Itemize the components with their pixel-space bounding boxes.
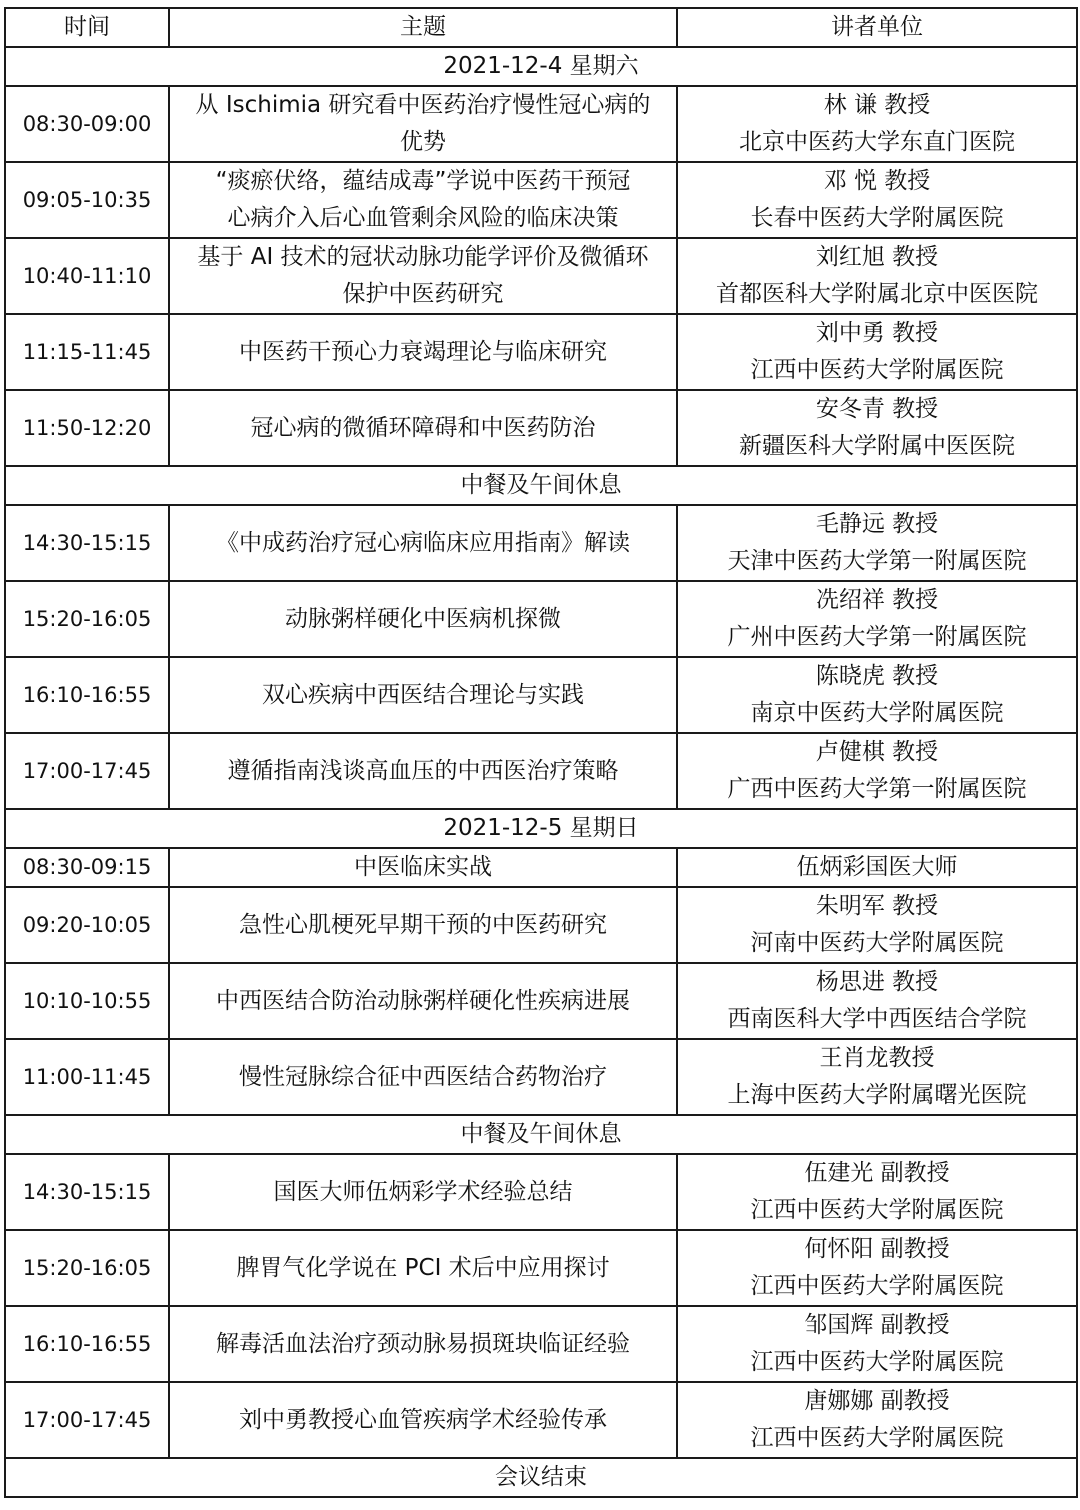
speaker-affiliation: 天津中医药大学第一附属医院 — [727, 548, 1027, 574]
session-speaker-cell — [677, 1039, 1077, 1115]
session-topic: 中医临床实战 — [169, 848, 677, 887]
session-time: 08:30-09:15 — [5, 848, 169, 887]
speaker-affiliation: 广西中医药大学第一附属医院 — [727, 776, 1027, 802]
session-time: 15:20-16:05 — [5, 581, 169, 657]
session-topic-line: 冠心病的微循环障碍和中医药防治 — [250, 414, 596, 441]
speaker-name: 何怀阳 副教授 — [804, 1236, 950, 1262]
session-time: 08:30-09:00 — [5, 86, 169, 162]
closing-banner: 会议结束 — [5, 1458, 1077, 1497]
session-topic-line: 双心疾病中西医结合理论与实践 — [262, 681, 584, 708]
speaker-affiliation: 长春中医药大学附属医院 — [750, 205, 1004, 231]
speaker-name: 刘红旭 教授 — [815, 244, 939, 270]
session-time: 09:20-10:05 — [5, 887, 169, 963]
session-speaker-cell — [677, 505, 1077, 581]
session-time: 14:30-15:15 — [5, 505, 169, 581]
speaker-affiliation: 新疆医科大学附属中医医院 — [739, 433, 1015, 459]
speaker-name: 邹国辉 副教授 — [804, 1312, 950, 1338]
session-time: 16:10-16:55 — [5, 657, 169, 733]
session-time: 11:15-11:45 — [5, 314, 169, 390]
session-row — [5, 162, 1077, 238]
speaker-name: 杨思进 教授 — [815, 969, 939, 995]
session-row — [5, 887, 1077, 963]
session-topic-line: 慢性冠脉综合征中西医结合药物治疗 — [239, 1063, 607, 1090]
lunch-break-day1: 中餐及午间休息 — [5, 466, 1077, 505]
speaker-affiliation: 河南中医药大学附属医院 — [750, 930, 1004, 956]
session-row — [5, 733, 1077, 809]
session-speaker-cell — [677, 86, 1077, 162]
schedule-table — [4, 7, 1078, 1498]
lunch-break-day2-row — [5, 1115, 1077, 1154]
session-time: 15:20-16:05 — [5, 1230, 169, 1306]
session-row — [5, 1306, 1077, 1382]
session-topic-line: 动脉粥样硬化中医病机探微 — [285, 605, 561, 632]
session-speaker-cell — [677, 1382, 1077, 1458]
session-row — [5, 390, 1077, 466]
session-speaker-cell — [677, 657, 1077, 733]
session-time: 10:40-11:10 — [5, 238, 169, 314]
session-time: 14:30-15:15 — [5, 1154, 169, 1230]
session-row — [5, 505, 1077, 581]
session-topic — [169, 657, 677, 733]
speaker-affiliation: 江西中医药大学附属医院 — [750, 1273, 1004, 1299]
lunch-break-day1-row — [5, 466, 1077, 505]
session-row — [5, 238, 1077, 314]
session-speaker-cell — [677, 1306, 1077, 1382]
header-topic: 主题 — [169, 8, 677, 47]
speaker-affiliation: 上海中医药大学附属曙光医院 — [727, 1082, 1027, 1108]
speaker-name: 陈晓虎 教授 — [815, 663, 939, 689]
session-row — [5, 86, 1077, 162]
session-topic-line: 心病介入后心血管剩余风险的临床决策 — [227, 205, 619, 231]
session-row — [5, 314, 1077, 390]
speaker-name: 冼绍祥 教授 — [815, 587, 939, 613]
session-time: 09:05-10:35 — [5, 162, 169, 238]
session-topic — [169, 1039, 677, 1115]
session-topic — [169, 963, 677, 1039]
speaker-name: 刘中勇 教授 — [815, 320, 939, 346]
session-topic — [169, 581, 677, 657]
session-speaker-cell — [677, 238, 1077, 314]
session-row — [5, 1230, 1077, 1306]
session-row — [5, 1154, 1077, 1230]
date-banner-day1: 2021-12-4 星期六 — [5, 47, 1077, 86]
speaker-affiliation: 江西中医药大学附属医院 — [750, 1349, 1004, 1375]
session-topic-line: 优势 — [400, 129, 446, 155]
session-time: 11:00-11:45 — [5, 1039, 169, 1115]
session-speaker-cell — [677, 314, 1077, 390]
session-row — [5, 963, 1077, 1039]
session-topic-line: 保护中医药研究 — [342, 281, 504, 307]
session-topic-line: 从 Ischimia 研究看中医药治疗慢性冠心病的 — [195, 92, 651, 118]
session-topic-line: 刘中勇教授心血管疾病学术经验传承 — [239, 1406, 607, 1433]
session-topic — [169, 1154, 677, 1230]
session-topic-line: 国医大师伍炳彩学术经验总结 — [273, 1178, 573, 1205]
session-topic-line: 解毒活血法治疗颈动脉易损斑块临证经验 — [216, 1330, 630, 1357]
speaker-affiliation: 江西中医药大学附属医院 — [750, 357, 1004, 383]
speaker-affiliation: 北京中医药大学东直门医院 — [739, 129, 1015, 155]
session-speaker-cell — [677, 162, 1077, 238]
session-topic — [169, 238, 677, 314]
session-topic — [169, 86, 677, 162]
session-topic-line: 中医药干预心力衰竭理论与临床研究 — [239, 338, 607, 365]
speaker-name: 安冬青 教授 — [815, 396, 939, 422]
session-topic-line: 急性心肌梗死早期干预的中医药研究 — [239, 911, 607, 938]
speaker-name: 唐娜娜 副教授 — [804, 1388, 950, 1414]
session-row — [5, 657, 1077, 733]
session-speaker-cell — [677, 390, 1077, 466]
speaker-affiliation: 首都医科大学附属北京中医医院 — [716, 281, 1038, 307]
header-time: 时间 — [5, 8, 169, 47]
session-time: 16:10-16:55 — [5, 1306, 169, 1382]
session-topic — [169, 505, 677, 581]
speaker-affiliation: 广州中医药大学第一附属医院 — [727, 624, 1027, 650]
date-banner-day2: 2021-12-5 星期日 — [5, 809, 1077, 848]
session-topic — [169, 1230, 677, 1306]
speaker-name: 王肖龙教授 — [819, 1045, 935, 1071]
session-topic-line: 中西医结合防治动脉粥样硬化性疾病进展 — [216, 987, 630, 1014]
session-topic — [169, 733, 677, 809]
session-speaker-cell — [677, 1154, 1077, 1230]
session-row — [5, 581, 1077, 657]
session-speaker-cell — [677, 581, 1077, 657]
session-speaker-cell — [677, 733, 1077, 809]
speaker-name: 毛静远 教授 — [815, 511, 939, 537]
session-time: 17:00-17:45 — [5, 733, 169, 809]
session-speaker-cell — [677, 887, 1077, 963]
session-topic-line: 脾胃气化学说在 PCI 术后中应用探讨 — [236, 1254, 610, 1281]
session-row — [5, 1039, 1077, 1115]
closing-banner-row — [5, 1458, 1077, 1497]
session-topic-line: 基于 AI 技术的冠状动脉功能学评价及微循环 — [197, 244, 649, 270]
session-topic — [169, 314, 677, 390]
date-banner-day2-row — [5, 809, 1077, 848]
session-time: 17:00-17:45 — [5, 1382, 169, 1458]
session-topic — [169, 390, 677, 466]
session-speaker-cell — [677, 1230, 1077, 1306]
session-topic — [169, 887, 677, 963]
session-topic-line: 遵循指南浅谈高血压的中西医治疗策略 — [227, 757, 619, 784]
speaker-name: 伍炳彩国医大师 — [677, 848, 1077, 887]
session-time: 10:10-10:55 — [5, 963, 169, 1039]
header-row — [5, 8, 1077, 47]
session-topic-line: 《中成药治疗冠心病临床应用指南》解读 — [216, 529, 630, 556]
speaker-name: 朱明军 教授 — [815, 893, 939, 919]
speaker-affiliation: 西南医科大学中西医结合学院 — [727, 1006, 1027, 1032]
speaker-name: 林 谦 教授 — [823, 92, 931, 118]
session-time: 11:50-12:20 — [5, 390, 169, 466]
speaker-name: 伍建光 副教授 — [804, 1160, 950, 1186]
date-banner-day1-row — [5, 47, 1077, 86]
speaker-affiliation: 江西中医药大学附属医院 — [750, 1425, 1004, 1451]
speaker-affiliation: 南京中医药大学附属医院 — [750, 700, 1004, 726]
session-row — [5, 848, 1077, 887]
session-topic-line: “痰瘀伏络，蕴结成毒”学说中医药干预冠 — [215, 168, 631, 194]
session-topic — [169, 1306, 677, 1382]
session-topic — [169, 1382, 677, 1458]
session-topic — [169, 162, 677, 238]
speaker-affiliation: 江西中医药大学附属医院 — [750, 1197, 1004, 1223]
speaker-name: 卢健棋 教授 — [815, 739, 939, 765]
session-speaker-cell — [677, 963, 1077, 1039]
speaker-name: 邓 悦 教授 — [823, 168, 931, 194]
lunch-break-day2: 中餐及午间休息 — [5, 1115, 1077, 1154]
session-row — [5, 1382, 1077, 1458]
header-speaker: 讲者单位 — [677, 8, 1077, 47]
